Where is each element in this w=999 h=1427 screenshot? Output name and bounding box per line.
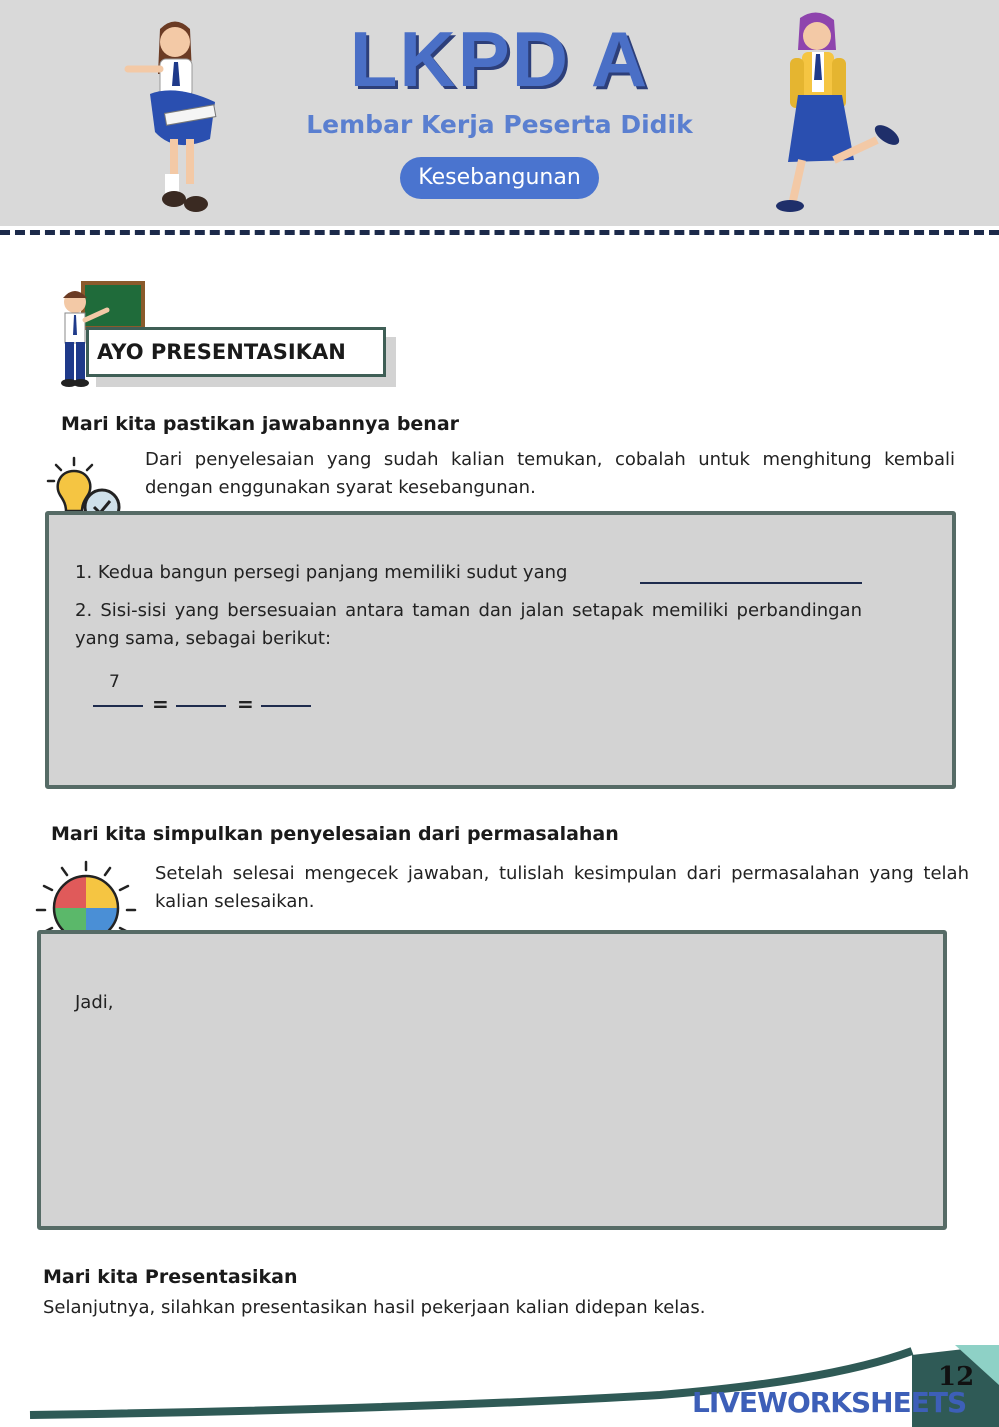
watermark-logo: LIVEWORKSHEETS <box>692 1386 967 1419</box>
section-label-ayo-presentasikan: AYO PRESENTASIKAN <box>86 327 386 377</box>
equals-sign-1: = <box>152 692 169 716</box>
check-item-1: 1. Kedua bangun persegi panjang memiliki sudut yang <box>75 562 568 583</box>
topic-badge: Kesebangunan <box>400 157 599 199</box>
conclusion-answer-box[interactable] <box>37 930 947 1230</box>
conclude-instruction: Setelah selesai mengecek jawaban, tulislah kesimpulan dari permasalahan yang telah kalian selesaikan. <box>155 863 969 912</box>
ratio-blank-2[interactable] <box>176 705 226 707</box>
page-number: 12 <box>938 1362 975 1392</box>
ratio-numerator: 7 <box>109 672 120 692</box>
student-girl-running-illustration <box>762 10 907 215</box>
check-instruction: Dari penyelesaian yang sudah kalian temukan, cobalah untuk menghitung kembali dengan enggunakan syarat kesebangunan. <box>145 449 955 498</box>
check-item-2: 2. Sisi-sisi yang bersesuaian antara taman dan jalan setapak memiliki perbandingan yang sama, sebagai berikut: <box>75 600 862 649</box>
page-subtitle: Lembar Kerja Peserta Didik <box>306 110 693 139</box>
header-divider <box>0 230 999 235</box>
present-text: Selanjutnya, silahkan presentasikan hasil pekerjaan kalian didepan kelas. <box>43 1297 706 1318</box>
check-heading: Mari kita pastikan jawabannya benar <box>61 413 460 435</box>
conclusion-answer-start: Jadi, <box>75 992 114 1013</box>
ratio-blank-1[interactable] <box>93 705 143 707</box>
ratio-blank-3[interactable] <box>261 705 311 707</box>
angle-answer-blank[interactable] <box>640 582 862 584</box>
present-heading: Mari kita Presentasikan <box>43 1266 298 1288</box>
equals-sign-2: = <box>237 692 254 716</box>
conclude-heading: Mari kita simpulkan penyelesaian dari permasalahan <box>51 823 619 845</box>
student-girl-reading-illustration <box>120 14 230 214</box>
page-title: LKPD A <box>349 15 650 103</box>
